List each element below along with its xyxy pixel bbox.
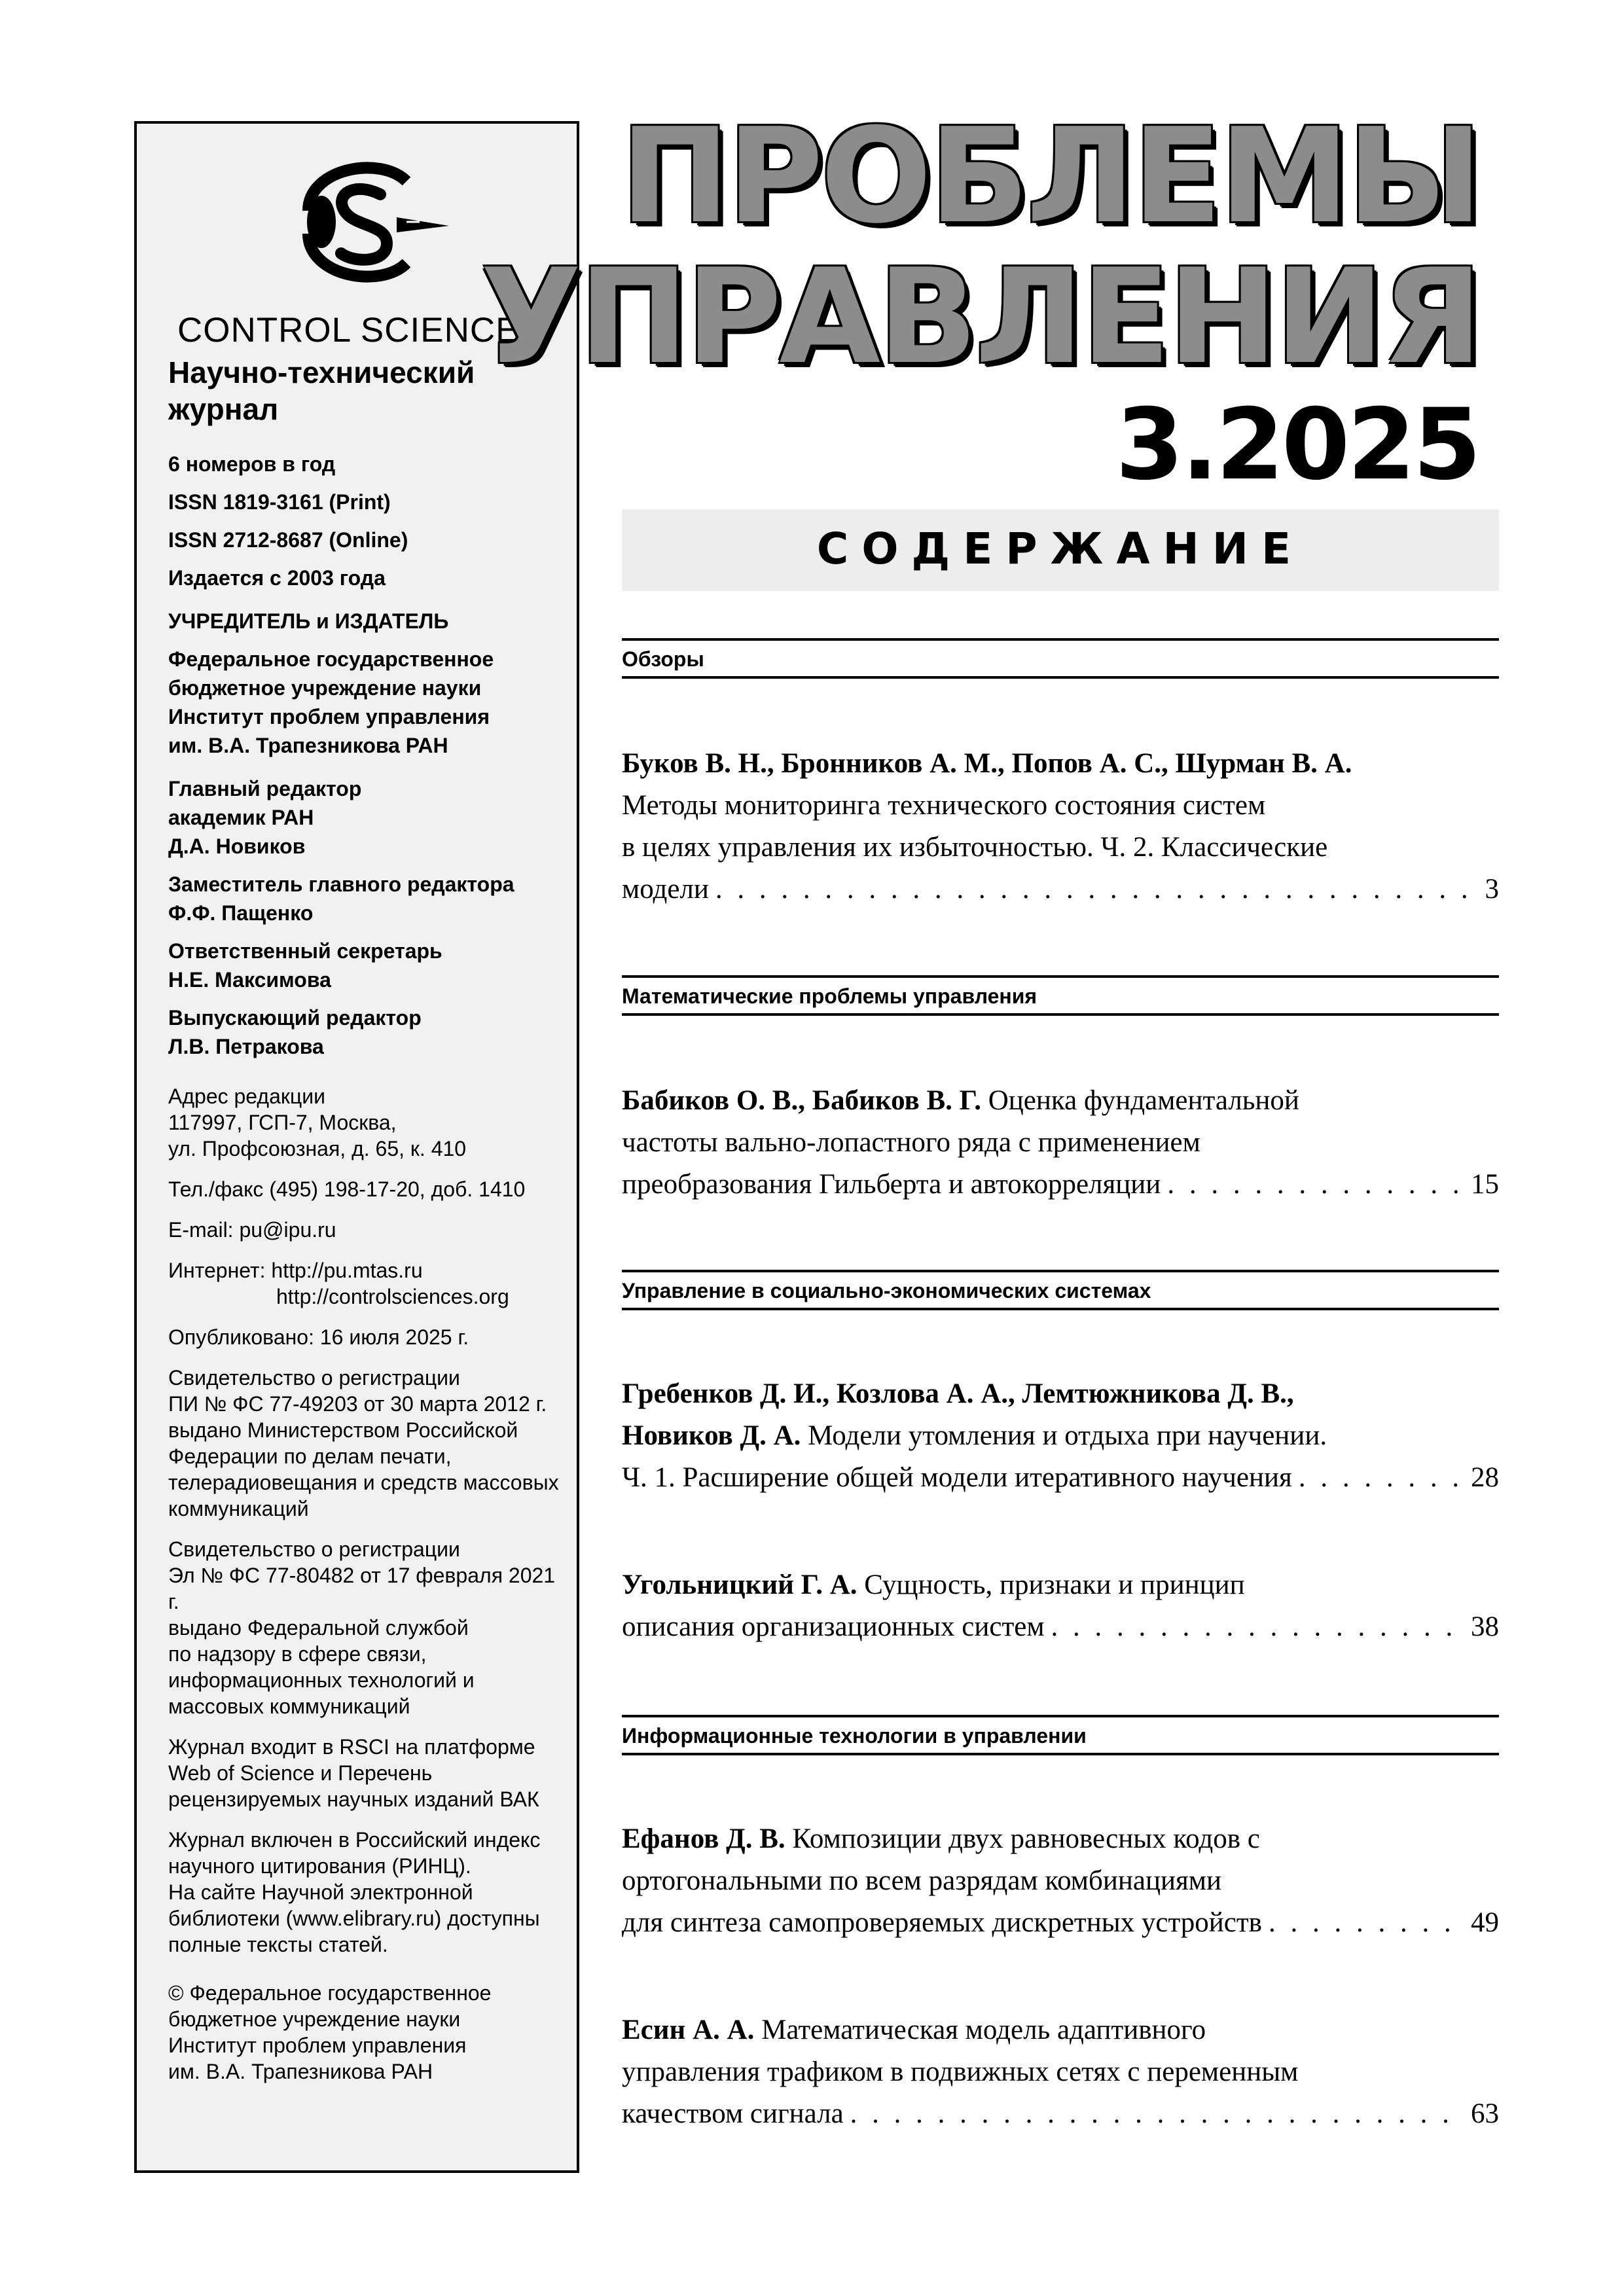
entry-authors: Новиков Д. А. [622, 1420, 801, 1451]
registration-line: информационных технологий и [168, 1668, 475, 1692]
rinc-line: полные тексты статей. [168, 1933, 388, 1956]
entry-authors: Гребенков Д. И., Козлова А. А., Лемтюжникова Д. В., [622, 1378, 1294, 1409]
registration-line: по надзору в сфере связи, [168, 1642, 427, 1666]
rsci-line: рецензируемых научных изданий ВАК [168, 1787, 539, 1811]
entry-title-line: Оценка фундаментальной [981, 1085, 1299, 1116]
dot-leader [1269, 1902, 1464, 1944]
issn-online: ISSN 2712-8687 (Online) [168, 528, 408, 552]
registration-line: Свидетельство о регистрации [168, 1537, 460, 1561]
founder-line: Институт проблем управления [168, 705, 490, 728]
entry-title-line: качеством сигнала [622, 2098, 844, 2129]
copyright-line: им. В.А. Трапезникова РАН [168, 2060, 433, 2083]
chief-editor-line: Главный редактор [168, 777, 362, 800]
registration-certificate-print [168, 1365, 565, 1522]
dot-leader [850, 2093, 1464, 2135]
toc-entry[interactable] [622, 2009, 1499, 2135]
website-1[interactable]: Интернет: http://pu.mtas.ru [168, 1259, 423, 1282]
entry-title-line: Ч. 1. Расширение общей модели итеративного научения [622, 1462, 1292, 1493]
toc-section-heading [622, 975, 1499, 1016]
registration-line: массовых коммуникаций [168, 1695, 410, 1718]
registration-line: выдано Министерством Российской [168, 1418, 518, 1442]
copyright-note [168, 1980, 565, 2085]
chief-editor-line: академик РАН [168, 806, 314, 829]
entry-title-line: ортогональными по всем разрядам комбинациями [622, 1865, 1221, 1896]
registration-line: ПИ № ФС 77-49203 от 30 марта 2012 г. [168, 1392, 547, 1416]
entry-page-number: 3 [1485, 874, 1499, 905]
website-2[interactable]: http://controlsciences.org [276, 1285, 509, 1308]
journal-logo-icon [282, 149, 452, 296]
copyright-line: © Федеральное государственное [168, 1981, 492, 2005]
entry-page-number: 15 [1471, 1169, 1499, 1200]
address-line: 117997, ГСП-7, Москва, [168, 1111, 397, 1134]
entry-title-line: модели [622, 874, 709, 905]
entry-authors: Угольницкий Г. А. [622, 1570, 857, 1600]
entry-title-line: Композиции двух равновесных кодов с [785, 1823, 1260, 1854]
toc-entry[interactable] [622, 1564, 1499, 1648]
rinc-line: На сайте Научной электронной [168, 1880, 473, 1904]
registration-line: телерадиовещания и средств массовых [168, 1471, 559, 1494]
entry-page-number: 49 [1471, 1907, 1499, 1938]
toc-entry[interactable] [622, 1080, 1499, 1206]
journal-title-line-2: УПРАВЛЕНИЯ [480, 241, 1480, 393]
founder-line: Федеральное государственное [168, 647, 494, 671]
deputy-editor-line: Заместитель главного редактора [168, 872, 514, 896]
toc-section-heading [622, 1715, 1499, 1755]
rsci-note [168, 1734, 565, 1812]
toc-section-heading [622, 638, 1499, 679]
section-title: Математические проблемы управления [622, 984, 1038, 1008]
toc-section-heading [622, 1270, 1499, 1310]
entry-title-line: описания организационных систем [622, 1611, 1045, 1642]
registration-line: Эл № ФС 77-80482 от 17 февраля 2021 г. [168, 1564, 556, 1613]
rsci-line: Web of Science и Перечень [168, 1761, 433, 1785]
entry-title-line: для синтеза самопроверяемых дискретных устройств [622, 1907, 1262, 1938]
section-title: Обзоры [622, 647, 704, 671]
entry-title-line: Математическая модель адаптивного [754, 2015, 1206, 2045]
brand-name: CONTROL SCIENCES [177, 311, 543, 350]
rinc-line: научного цитирования (РИНЦ). [168, 1854, 471, 1878]
registration-line: коммуникаций [168, 1497, 309, 1520]
contents-heading: СОДЕРЖАНИЕ [816, 524, 1305, 574]
entry-title-line: Методы мониторинга технического состояния систем [622, 790, 1266, 821]
entry-title-line: Модели утомления и отдыха при научении. [801, 1420, 1327, 1451]
issn-print: ISSN 1819-3161 (Print) [168, 490, 391, 514]
chief-editor [168, 774, 565, 861]
section-title: Информационные технологии в управлении [622, 1724, 1087, 1748]
dot-leader [1299, 1457, 1464, 1499]
secretary-line: Н.Е. Максимова [168, 968, 331, 992]
registration-line: Свидетельство о регистрации [168, 1366, 460, 1390]
rsci-line: Журнал входит в RSCI на платформе [168, 1735, 535, 1759]
dot-leader [1051, 1606, 1464, 1648]
published-date: Опубликовано: 16 июля 2025 г. [168, 1325, 469, 1349]
toc-entry[interactable] [622, 1373, 1499, 1499]
copyright-line: Институт проблем управления [168, 2034, 467, 2057]
founder-line: им. В.А. Трапезникова РАН [168, 734, 448, 757]
founder-info [168, 645, 565, 760]
entry-authors: Есин А. А. [622, 2015, 755, 2045]
rinc-line: библиотеки (www.elibrary.ru) доступны [168, 1907, 540, 1930]
issue-editor [168, 1003, 565, 1061]
entry-authors: Бабиков О. В., Бабиков В. Г. [622, 1085, 981, 1116]
founder-line: бюджетное учреждение науки [168, 676, 482, 700]
phone-fax: Тел./факс (495) 198-17-20, доб. 1410 [168, 1177, 526, 1201]
registration-line: выдано Федеральной службой [168, 1616, 469, 1640]
published-since: Издается с 2003 года [168, 566, 386, 590]
entry-page-number: 63 [1471, 2098, 1499, 2129]
entry-title-line: в целях управления их избыточностью. Ч. 2. Классические [622, 832, 1328, 863]
entry-title-line: преобразования Гильберта и автокорреляции [622, 1169, 1161, 1200]
section-title: Управление в социально-экономических системах [622, 1279, 1151, 1302]
issue-editor-line: Выпускающий редактор [168, 1006, 422, 1030]
entry-page-number: 38 [1471, 1611, 1499, 1642]
executive-secretary [168, 937, 565, 994]
email[interactable]: E-mail: pu@ipu.ru [168, 1218, 336, 1242]
copyright-line: бюджетное учреждение науки [168, 2007, 461, 2031]
toc-entry[interactable] [622, 1818, 1499, 1944]
chief-editor-line: Д.А. Новиков [168, 834, 306, 858]
contents-banner [622, 509, 1499, 591]
editorial-address [168, 1083, 565, 1162]
rinc-line: Журнал включен в Российский индекс [168, 1828, 541, 1852]
registration-certificate-online [168, 1536, 565, 1719]
issues-per-year: 6 номеров в год [168, 452, 336, 476]
entry-page-number: 28 [1471, 1462, 1499, 1493]
address-line: ул. Профсоюзная, д. 65, к. 410 [168, 1137, 467, 1160]
registration-line: Федерации по делам печати, [168, 1444, 452, 1468]
dot-leader [715, 869, 1479, 910]
toc-entry[interactable] [622, 743, 1499, 910]
entry-authors: Буков В. Н., Бронников А. М., Попов А. С., Шурман В. А. [622, 748, 1352, 779]
dot-leader [1167, 1164, 1464, 1206]
address-line: Адрес редакции [168, 1085, 325, 1108]
masthead-sidebar [134, 121, 579, 2173]
issue-number: 3.2025 [1115, 388, 1479, 502]
journal-type: Научно-технический журнал [168, 355, 475, 426]
entry-title-line: Сущность, признаки и принцип [857, 1570, 1245, 1600]
entry-title-line: управления трафиком в подвижных сетях с переменным [622, 2056, 1299, 2087]
founder-heading: УЧРЕДИТЕЛЬ и ИЗДАТЕЛЬ [168, 609, 449, 633]
issue-editor-line: Л.В. Петракова [168, 1035, 324, 1058]
deputy-editor-line: Ф.Ф. Пащенко [168, 901, 314, 925]
secretary-line: Ответственный секретарь [168, 939, 442, 963]
deputy-editor [168, 870, 565, 927]
rinc-note [168, 1827, 565, 1958]
entry-authors: Ефанов Д. В. [622, 1823, 785, 1854]
journal-title-line-1: ПРОБЛЕМЫ [620, 100, 1480, 253]
entry-title-line: частоты вально-лопастного ряда с применением [622, 1127, 1200, 1158]
